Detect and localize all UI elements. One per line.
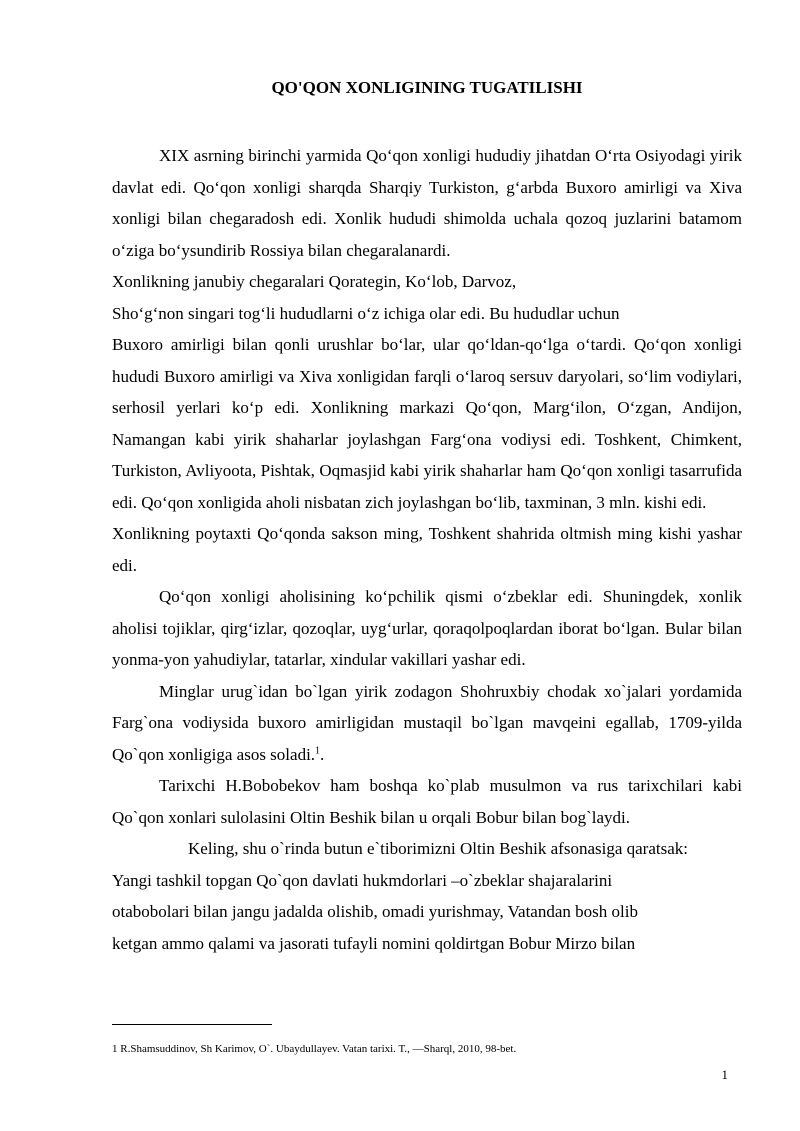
paragraph: Qo‘qon xonligi aholisining ko‘pchilik qismi o‘zbeklar edi. Shuningdek, xonlik aholisi tojiklar, qirg‘izlar, qozoqlar, uyg‘urlar, qoraqolpoqlardan iborat bo‘lgan. Bular bilan yonma-yon yahudiylar, tatarlar, xindular vakillari yashar edi. xyxy=(112,587,742,669)
page-number: 1 xyxy=(721,1067,728,1082)
footnote-divider xyxy=(112,1024,272,1025)
paragraph: XIX asrning birinchi yarmida Qo‘qon xonligi hududiy jihatdan O‘rta Osiyodagi yirik davlat edi. Qo‘qon xonligi sharqda Sharqiy Turkiston, g‘arbda Buxoro amirligi va Xiva xonligi bilan chegaradosh edi. Xonlik hududi shimolda uchala qozoq juzlarini batamom o‘ziga bo‘ysundirib Rossiya bilan chegaralanardi. xyxy=(112,146,742,260)
body-text xyxy=(112,140,742,959)
paragraph xyxy=(112,676,742,771)
paragraph: Sho‘g‘non singari tog‘li hududlarni o‘z ichiga olar edi. Bu hududlar uchun xyxy=(112,303,620,323)
page-title: QO'QON XONLIGINING TUGATILISHI xyxy=(271,78,583,97)
paragraph: ketgan ammo qalami va jasorati tufayli nomini qoldirtgan Bobur Mirzo bilan xyxy=(112,933,636,953)
paragraph: Xonlikning poytaxti Qo‘qonda sakson ming, Toshkent shahrida oltmish ming kishi yashar edi. xyxy=(112,524,742,575)
paragraph: Keling, shu o`rinda butun e`tiborimizni Oltin Beshik afsonasiga qaratsak: xyxy=(188,839,688,858)
paragraph: Yangi tashkil topgan Qo`qon davlati hukmdorlari –o`zbeklar shajaralarini xyxy=(112,870,613,890)
paragraph: otabobolari bilan jangu jadalda olishib, omadi yurishmay, Vatandan bosh olib xyxy=(112,902,638,921)
paragraph-end: . xyxy=(320,744,325,764)
footnote-reference[interactable]: 1 xyxy=(315,744,321,756)
footnote: 1 R.Shamsuddinov, Sh Karimov, O`. Ubaydullayev. Vatan tarixi. T., —Sharql, 2010, 98-bet. xyxy=(112,1043,517,1055)
paragraph: Xonlikning janubiy chegaralari Qorategin, Ko‘lob, Darvoz, xyxy=(112,272,517,291)
paragraph: Tarixchi H.Bobobekov ham boshqa ko`plab musulmon va rus tarixchilari kabi Qo`qon xonlari sulolasini Oltin Beshik bilan u orqali Bobur bilan bog`laydi. xyxy=(112,776,742,827)
paragraph-text: Minglar urug`idan bo`lgan yirik zodagon Shohruxbiy chodak xo`jalari yordamida Farg`ona vodiysida buxoro amirligidan mustaqil bo`lgan mavqeini egallab, 1709-yilda Qo`qon xonligiga asos soladi. xyxy=(112,681,742,764)
paragraph: Buxoro amirligi bilan qonli urushlar bo‘lar, ular qo‘ldan-qo‘lga o‘tardi. Qo‘qon xonligi hududi Buxoro amirligi va Xiva xonligidan farqli o‘laroq sersuv daryolari, so‘lim vodiylari, serhosil yerlari ko‘p edi. Xonlikning markazi Qo‘qon, Marg‘ilon, O‘zgan, Andijon, Namangan kabi yirik shaharlar joylashgan Farg‘ona vodiysi edi. Toshkent, Chimkent, Turkiston, Avliyoota, Pishtak, Oqmasjid kabi yirik shaharlar ham Qo‘qon xonligi tasarrufida edi. Qo‘qon xonligida aholi nisbatan zich joylashgan bo‘lib, taxminan, 3 mln. kishi edi. xyxy=(112,335,742,512)
